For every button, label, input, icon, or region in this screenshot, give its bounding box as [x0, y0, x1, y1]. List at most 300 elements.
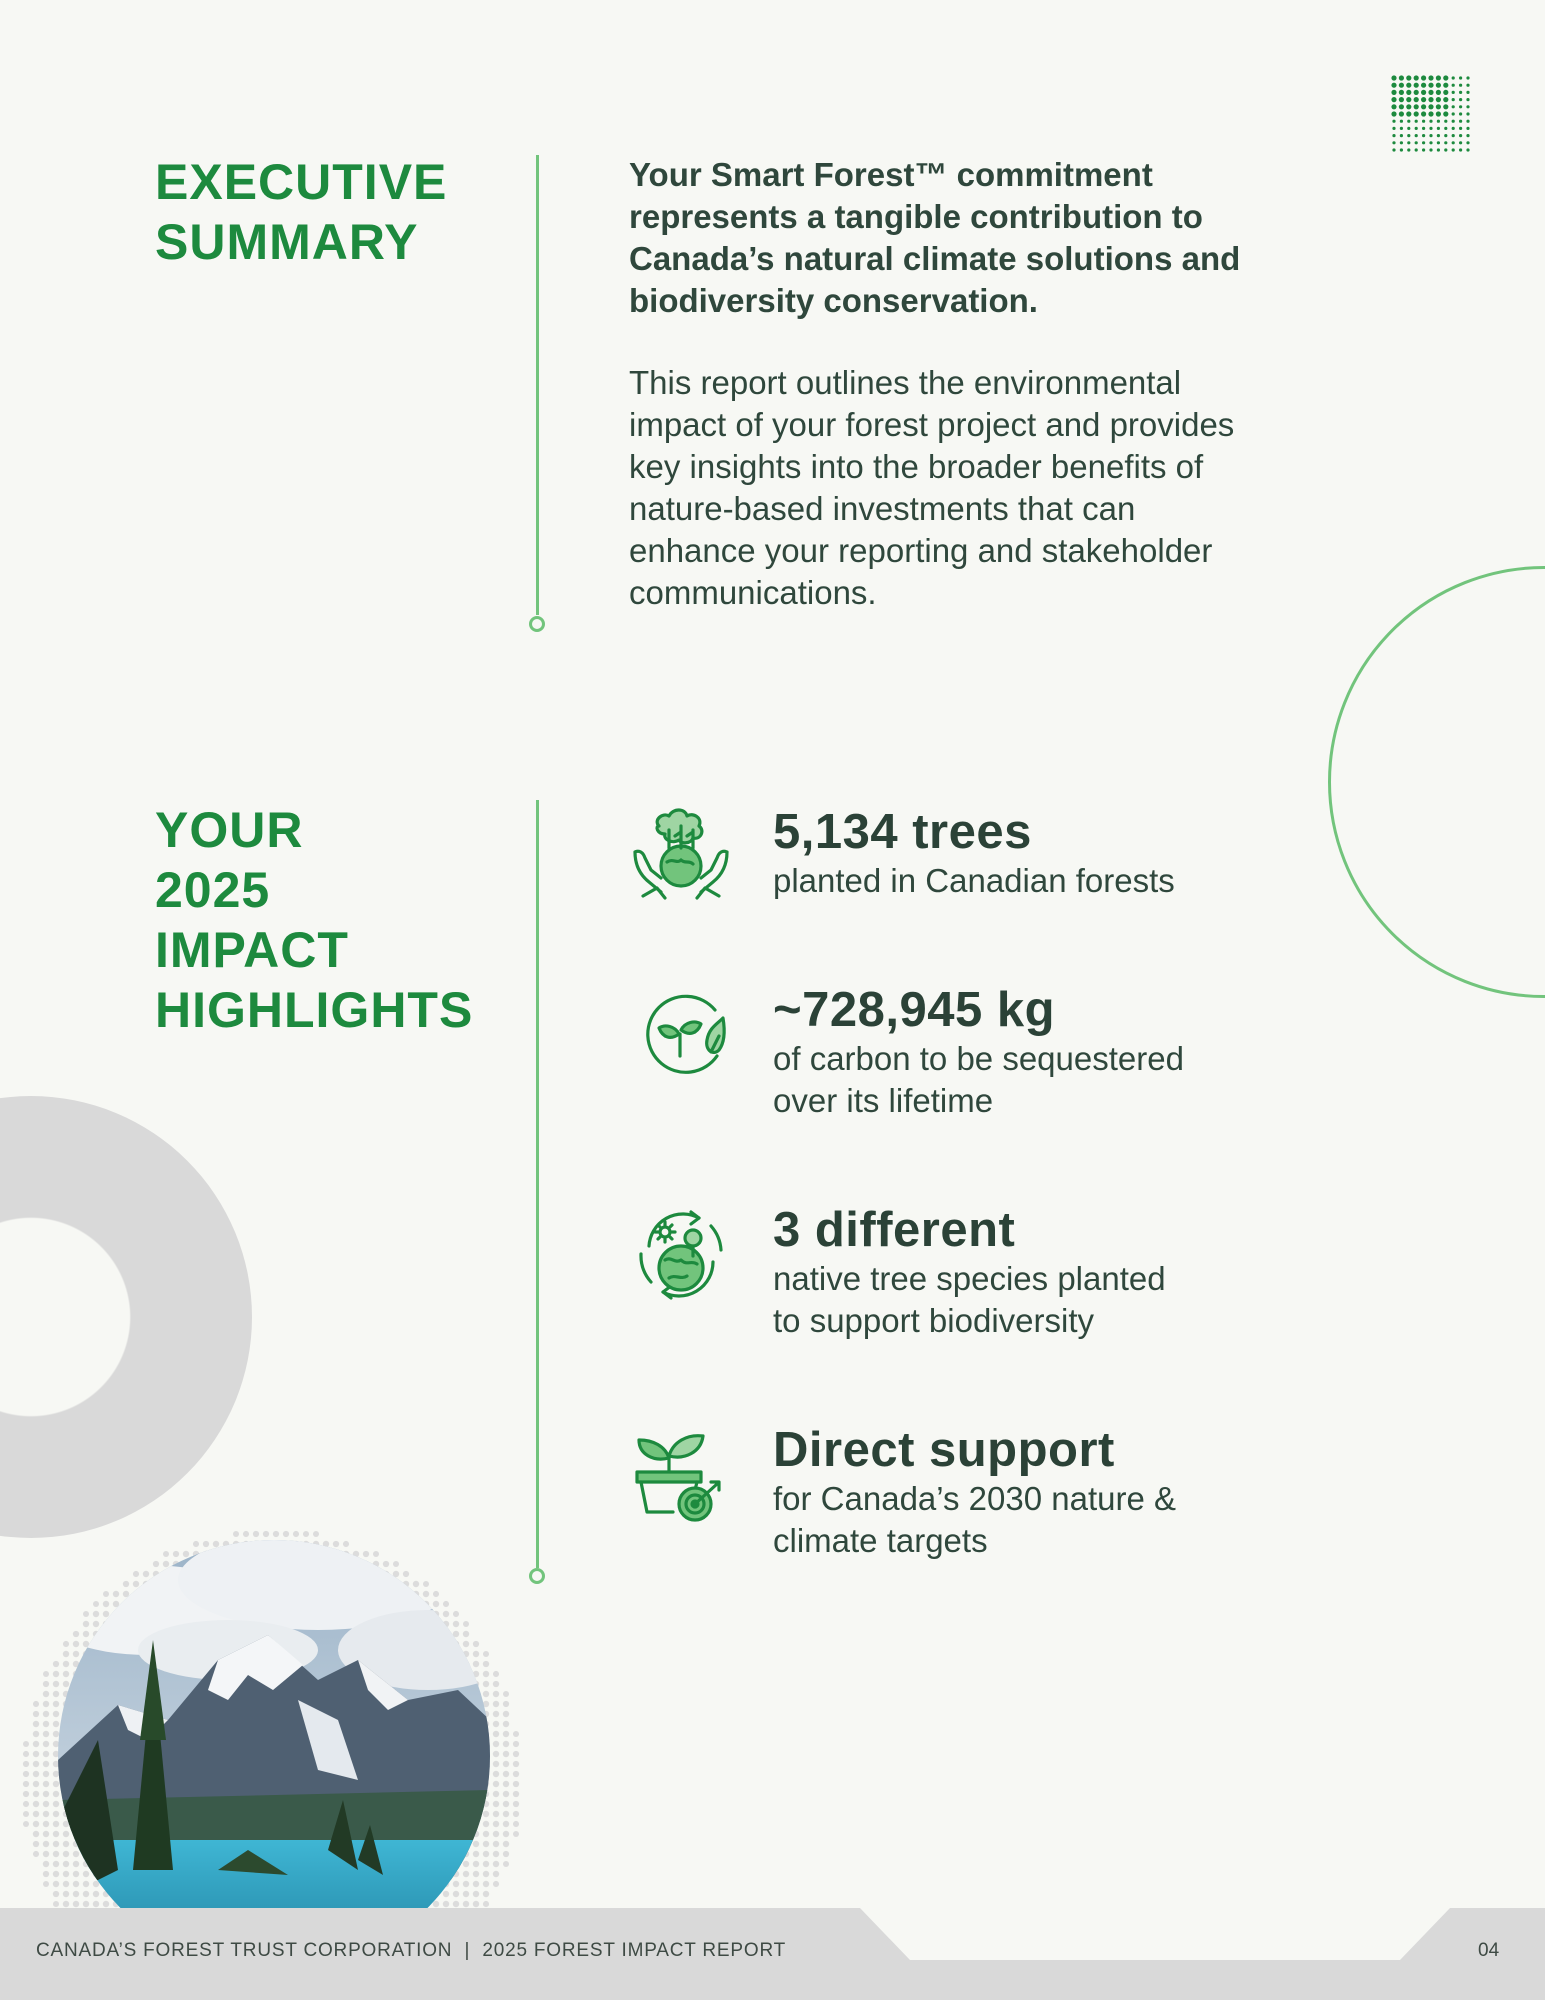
- halftone-dot: [483, 1681, 489, 1687]
- pattern-dot: [1422, 134, 1425, 137]
- halftone-dot: [43, 1791, 49, 1797]
- pattern-dot: [1466, 120, 1469, 123]
- pattern-dot: [1400, 127, 1403, 130]
- halftone-dot: [53, 1711, 59, 1717]
- halftone-dot: [473, 1891, 479, 1897]
- pattern-dot: [1428, 83, 1433, 88]
- halftone-dot: [513, 1811, 519, 1817]
- halftone-dot: [463, 1641, 469, 1647]
- halftone-dot: [23, 1771, 29, 1777]
- halftone-dot: [33, 1801, 39, 1807]
- halftone-dot: [53, 1801, 59, 1807]
- halftone-dot: [493, 1791, 499, 1797]
- halftone-dot: [173, 1551, 179, 1557]
- seedling-target-icon: [629, 1422, 733, 1526]
- halftone-dot: [483, 1811, 489, 1817]
- highlight-desc-line: climate targets: [773, 1522, 988, 1559]
- executive-timeline-line: [536, 155, 539, 615]
- halftone-dot: [493, 1881, 499, 1887]
- highlight-desc-line: to support biodiversity: [773, 1302, 1094, 1339]
- pattern-dot: [1444, 120, 1447, 123]
- halftone-dot: [513, 1731, 519, 1737]
- halftone-dot: [73, 1631, 79, 1637]
- pattern-dot: [1466, 141, 1469, 144]
- halftone-dot: [63, 1651, 69, 1657]
- pattern-dot: [1466, 91, 1469, 94]
- executive-timeline-dot: [529, 616, 545, 632]
- halftone-dot: [273, 1531, 279, 1537]
- pattern-dot: [1459, 84, 1462, 87]
- halftone-dot: [493, 1851, 499, 1857]
- halftone-dot: [33, 1701, 39, 1707]
- lead-line: represents a tangible contribution to: [629, 198, 1203, 235]
- halftone-dot: [33, 1851, 39, 1857]
- footer-report-title: CANADA’S FOREST TRUST CORPORATION | 2025 FOREST IMPACT REPORT: [36, 1940, 787, 1961]
- pattern-dot: [1437, 148, 1440, 151]
- halftone-dot: [93, 1621, 99, 1627]
- halftone-dot: [473, 1641, 479, 1647]
- body-line: impact of your forest project and provides: [629, 406, 1235, 443]
- pattern-dot: [1443, 83, 1448, 88]
- halftone-dot: [63, 1901, 69, 1907]
- pattern-dot: [1452, 84, 1455, 87]
- halftone-dot: [263, 1531, 269, 1537]
- halftone-dot: [153, 1561, 159, 1567]
- halftone-dot: [503, 1711, 509, 1717]
- halftone-dot: [483, 1841, 489, 1847]
- pattern-dot: [1428, 111, 1433, 116]
- halftone-dot: [83, 1891, 89, 1897]
- halftone-dot: [453, 1611, 459, 1617]
- halftone-dot: [43, 1851, 49, 1857]
- highlight-desc-line: planted in Canadian forests: [773, 862, 1175, 899]
- pattern-dot: [1399, 111, 1404, 116]
- pattern-dot: [1452, 127, 1455, 130]
- halftone-dot: [503, 1721, 509, 1727]
- pattern-dot: [1466, 112, 1469, 115]
- pattern-dot: [1391, 104, 1396, 109]
- halftone-dot: [433, 1601, 439, 1607]
- halftone-dot: [53, 1841, 59, 1847]
- halftone-dot: [83, 1881, 89, 1887]
- halftone-dot: [473, 1651, 479, 1657]
- halftone-dot: [83, 1611, 89, 1617]
- pattern-dot: [1414, 111, 1419, 116]
- halftone-dot: [73, 1651, 79, 1657]
- halftone-dot: [483, 1861, 489, 1867]
- pattern-dot: [1466, 127, 1469, 130]
- halftone-dot: [83, 1621, 89, 1627]
- halftone-dot: [493, 1751, 499, 1757]
- pattern-dot: [1399, 83, 1404, 88]
- halftone-dot: [483, 1651, 489, 1657]
- pattern-dot: [1392, 127, 1395, 130]
- highlight-desc-line: native tree species planted: [773, 1260, 1166, 1297]
- pattern-dot: [1421, 111, 1426, 116]
- halftone-dot: [53, 1871, 59, 1877]
- pattern-dot: [1421, 104, 1426, 109]
- pattern-dot: [1407, 134, 1410, 137]
- halftone-dot: [453, 1621, 459, 1627]
- pattern-dot: [1452, 134, 1455, 137]
- pattern-dot: [1466, 105, 1469, 108]
- highlight-desc-line: of carbon to be sequestered: [773, 1040, 1184, 1077]
- pattern-dot: [1428, 97, 1433, 102]
- halftone-dot: [23, 1741, 29, 1747]
- pattern-dot: [1459, 127, 1462, 130]
- pattern-dot: [1391, 90, 1396, 95]
- halftone-dot: [43, 1801, 49, 1807]
- pattern-dot: [1391, 97, 1396, 102]
- halftone-dot: [513, 1821, 519, 1827]
- pattern-dot: [1437, 134, 1440, 137]
- pattern-dot: [1406, 75, 1411, 80]
- halftone-dot: [83, 1871, 89, 1877]
- halftone-dot: [473, 1661, 479, 1667]
- halftone-dot: [503, 1861, 509, 1867]
- halftone-dot: [63, 1661, 69, 1667]
- pattern-dot: [1391, 75, 1396, 80]
- halftone-dot: [513, 1791, 519, 1797]
- halftone-dot: [473, 1871, 479, 1877]
- halftone-dot: [53, 1781, 59, 1787]
- executive-summary-lead: [629, 154, 1349, 322]
- halftone-dot: [73, 1861, 79, 1867]
- page-number: 04: [1478, 1940, 1500, 1961]
- halftone-dot: [483, 1691, 489, 1697]
- halftone-dot: [513, 1761, 519, 1767]
- pattern-dot: [1400, 120, 1403, 123]
- halftone-dot: [53, 1791, 59, 1797]
- halftone-dot: [463, 1631, 469, 1637]
- halftone-dot: [123, 1581, 129, 1587]
- halftone-dot: [23, 1761, 29, 1767]
- pattern-dot: [1406, 83, 1411, 88]
- halftone-dot: [43, 1721, 49, 1727]
- halftone-dot: [23, 1751, 29, 1757]
- highlight-value: 5,134 trees: [773, 805, 1032, 859]
- pattern-dot: [1414, 90, 1419, 95]
- pattern-dot: [1391, 111, 1396, 116]
- halftone-dot: [73, 1881, 79, 1887]
- pattern-dot: [1437, 141, 1440, 144]
- halftone-dot: [503, 1821, 509, 1827]
- pattern-dot: [1459, 105, 1462, 108]
- executive-summary-title-line: EXECUTIVE: [155, 154, 448, 210]
- executive-summary-title-line: SUMMARY: [155, 214, 419, 270]
- halftone-dot: [443, 1601, 449, 1607]
- pattern-dot: [1436, 90, 1441, 95]
- pattern-dot: [1407, 148, 1410, 151]
- pattern-dot: [1429, 148, 1432, 151]
- halftone-dot: [483, 1831, 489, 1837]
- halftone-dot: [483, 1901, 489, 1907]
- pattern-dot: [1452, 98, 1455, 101]
- highlight-description: [773, 1478, 1393, 1562]
- lead-line: Your Smart Forest™ commitment: [629, 156, 1153, 193]
- halftone-dot: [33, 1751, 39, 1757]
- halftone-dot: [43, 1691, 49, 1697]
- halftone-dot: [103, 1901, 109, 1907]
- halftone-dot: [473, 1851, 479, 1857]
- highlight-value: Direct support: [773, 1423, 1115, 1477]
- executive-summary-title: [155, 152, 447, 272]
- pattern-dot: [1399, 104, 1404, 109]
- pattern-dot: [1459, 98, 1462, 101]
- halftone-dot: [503, 1781, 509, 1787]
- pattern-dot: [1400, 141, 1403, 144]
- pattern-dot: [1421, 97, 1426, 102]
- pattern-dot: [1452, 112, 1455, 115]
- halftone-dot: [313, 1531, 319, 1537]
- halftone-dot: [493, 1681, 499, 1687]
- pattern-dot: [1399, 90, 1404, 95]
- halftone-dot: [333, 1541, 339, 1547]
- halftone-dot: [63, 1881, 69, 1887]
- pattern-dot: [1428, 104, 1433, 109]
- pattern-dot: [1421, 90, 1426, 95]
- halftone-dot: [453, 1881, 459, 1887]
- halftone-dot: [463, 1621, 469, 1627]
- halftone-dot: [203, 1541, 209, 1547]
- pattern-dot: [1421, 83, 1426, 88]
- halftone-dot: [503, 1771, 509, 1777]
- pattern-dot: [1452, 148, 1455, 151]
- halftone-dot: [43, 1681, 49, 1687]
- halftone-dot: [503, 1831, 509, 1837]
- pattern-dot: [1443, 75, 1448, 80]
- impact-timeline-dot: [529, 1568, 545, 1584]
- halftone-dot: [473, 1841, 479, 1847]
- pattern-dot: [1459, 120, 1462, 123]
- impact-highlights-title: [155, 800, 473, 1040]
- pattern-dot: [1415, 127, 1418, 130]
- halftone-dot: [493, 1861, 499, 1867]
- halftone-dot: [33, 1741, 39, 1747]
- pattern-dot: [1407, 120, 1410, 123]
- pattern-dot: [1466, 76, 1469, 79]
- highlight-value: 3 different: [773, 1203, 1016, 1257]
- halftone-dot: [53, 1831, 59, 1837]
- halftone-dot: [373, 1551, 379, 1557]
- halftone-dot: [493, 1871, 499, 1877]
- halftone-dot: [33, 1811, 39, 1817]
- pattern-dot: [1459, 148, 1462, 151]
- halftone-dot: [53, 1821, 59, 1827]
- halftone-dot: [513, 1751, 519, 1757]
- halftone-dot: [53, 1891, 59, 1897]
- halftone-dot: [503, 1811, 509, 1817]
- impact-timeline-line: [536, 800, 539, 1568]
- halftone-dot: [73, 1891, 79, 1897]
- halftone-dot: [73, 1871, 79, 1877]
- pattern-dot: [1444, 134, 1447, 137]
- halftone-dot: [43, 1881, 49, 1887]
- halftone-dot: [53, 1861, 59, 1867]
- halftone-dot: [63, 1851, 69, 1857]
- halftone-dot: [443, 1901, 449, 1907]
- halftone-dot: [63, 1831, 69, 1837]
- body-line: key insights into the broader benefits of: [629, 448, 1204, 485]
- halftone-dot: [53, 1851, 59, 1857]
- pattern-dot: [1443, 97, 1448, 102]
- halftone-dot: [53, 1681, 59, 1687]
- halftone-dot: [193, 1541, 199, 1547]
- halftone-dot: [493, 1771, 499, 1777]
- body-line: communications.: [629, 574, 877, 611]
- halftone-dot: [413, 1581, 419, 1587]
- halftone-dot: [43, 1671, 49, 1677]
- halftone-dot: [63, 1841, 69, 1847]
- halftone-dot: [493, 1831, 499, 1837]
- halftone-dot: [73, 1901, 79, 1907]
- pattern-dot: [1444, 141, 1447, 144]
- halftone-dot: [53, 1721, 59, 1727]
- pattern-dot: [1399, 75, 1404, 80]
- halftone-dot: [493, 1731, 499, 1737]
- pattern-dot: [1459, 76, 1462, 79]
- halftone-dot: [463, 1901, 469, 1907]
- pattern-dot: [1415, 120, 1418, 123]
- pattern-dot: [1436, 97, 1441, 102]
- impact-title-line: HIGHLIGHTS: [155, 982, 474, 1038]
- halftone-dot: [43, 1771, 49, 1777]
- halftone-dot: [493, 1711, 499, 1717]
- pattern-dot: [1399, 97, 1404, 102]
- halftone-dot: [53, 1671, 59, 1677]
- highlight-desc-line: for Canada’s 2030 nature &: [773, 1480, 1177, 1517]
- halftone-dot: [423, 1591, 429, 1597]
- pattern-dot: [1406, 90, 1411, 95]
- halftone-dot: [283, 1531, 289, 1537]
- pattern-dot: [1437, 127, 1440, 130]
- halftone-dot: [473, 1901, 479, 1907]
- halftone-dot: [483, 1821, 489, 1827]
- pattern-dot: [1415, 148, 1418, 151]
- halftone-dot: [493, 1761, 499, 1767]
- halftone-dot: [33, 1711, 39, 1717]
- pattern-dot: [1436, 104, 1441, 109]
- halftone-dot: [463, 1871, 469, 1877]
- halftone-dot: [63, 1871, 69, 1877]
- grey-ring-decoration: [0, 1096, 252, 1538]
- executive-summary-body: [629, 362, 1389, 614]
- body-line: This report outlines the environmental: [629, 364, 1182, 401]
- halftone-dot: [483, 1891, 489, 1897]
- halftone-dot: [493, 1701, 499, 1707]
- pattern-dot: [1392, 148, 1395, 151]
- carbon-leaves-icon: [629, 982, 733, 1086]
- halftone-dot: [53, 1901, 59, 1907]
- halftone-dot: [53, 1881, 59, 1887]
- pattern-dot: [1429, 134, 1432, 137]
- pattern-dot: [1429, 120, 1432, 123]
- pattern-dot: [1436, 75, 1441, 80]
- pattern-dot: [1415, 141, 1418, 144]
- halftone-dot: [443, 1611, 449, 1617]
- halftone-dot: [463, 1881, 469, 1887]
- pattern-dot: [1459, 112, 1462, 115]
- pattern-dot: [1444, 148, 1447, 151]
- halftone-dot: [33, 1831, 39, 1837]
- impact-title-line: YOUR: [155, 802, 304, 858]
- halftone-dot: [43, 1761, 49, 1767]
- halftone-dot: [503, 1791, 509, 1797]
- halftone-dot: [503, 1751, 509, 1757]
- halftone-dot: [513, 1741, 519, 1747]
- halftone-dot: [83, 1631, 89, 1637]
- pattern-dot: [1422, 148, 1425, 151]
- body-line: nature-based investments that can: [629, 490, 1136, 527]
- halftone-dot: [163, 1551, 169, 1557]
- halftone-dot: [23, 1821, 29, 1827]
- halftone-dot: [503, 1841, 509, 1847]
- halftone-dot: [53, 1661, 59, 1667]
- biodiversity-globe-icon: [629, 1202, 733, 1306]
- halftone-dot: [23, 1811, 29, 1817]
- halftone-dot: [33, 1721, 39, 1727]
- pattern-dot: [1459, 91, 1462, 94]
- halftone-dot: [463, 1891, 469, 1897]
- pattern-dot: [1452, 105, 1455, 108]
- highlight-desc-line: over its lifetime: [773, 1082, 994, 1119]
- halftone-dot: [43, 1711, 49, 1717]
- halftone-dot: [113, 1591, 119, 1597]
- outline-circle-decoration: [1328, 566, 1545, 998]
- pattern-dot: [1406, 97, 1411, 102]
- halftone-dot: [503, 1731, 509, 1737]
- halftone-dot: [513, 1801, 519, 1807]
- pattern-dot: [1392, 120, 1395, 123]
- halftone-dot: [43, 1871, 49, 1877]
- highlight-value: ~728,945 kg: [773, 983, 1056, 1037]
- pattern-dot: [1466, 98, 1469, 101]
- halftone-dot: [493, 1801, 499, 1807]
- pattern-dot: [1391, 83, 1396, 88]
- lead-line: biodiversity conservation.: [629, 282, 1038, 319]
- halftone-dot: [43, 1751, 49, 1757]
- halftone-dot: [103, 1601, 109, 1607]
- halftone-dot: [23, 1791, 29, 1797]
- halftone-dot: [93, 1901, 99, 1907]
- halftone-dot: [483, 1871, 489, 1877]
- tree-planting-hands-icon: [629, 804, 733, 908]
- halftone-dot: [493, 1781, 499, 1787]
- halftone-dot: [53, 1701, 59, 1707]
- highlight-description: [773, 860, 1393, 902]
- halftone-dot: [33, 1841, 39, 1847]
- halftone-dot: [63, 1861, 69, 1867]
- pattern-dot: [1414, 83, 1419, 88]
- pattern-dot: [1422, 127, 1425, 130]
- halftone-dot: [33, 1771, 39, 1777]
- halftone-dot: [443, 1891, 449, 1897]
- impact-title-line: 2025: [155, 862, 271, 918]
- pattern-dot: [1429, 141, 1432, 144]
- pattern-dot: [1407, 127, 1410, 130]
- halftone-dot: [463, 1861, 469, 1867]
- halftone-dot: [43, 1781, 49, 1787]
- halftone-dot: [63, 1641, 69, 1647]
- halftone-dot: [43, 1731, 49, 1737]
- pattern-dot: [1406, 111, 1411, 116]
- halftone-dot: [503, 1851, 509, 1857]
- halftone-dot: [513, 1781, 519, 1787]
- halftone-dot: [473, 1861, 479, 1867]
- pattern-dot: [1436, 83, 1441, 88]
- pattern-dot: [1443, 111, 1448, 116]
- halftone-dot: [513, 1771, 519, 1777]
